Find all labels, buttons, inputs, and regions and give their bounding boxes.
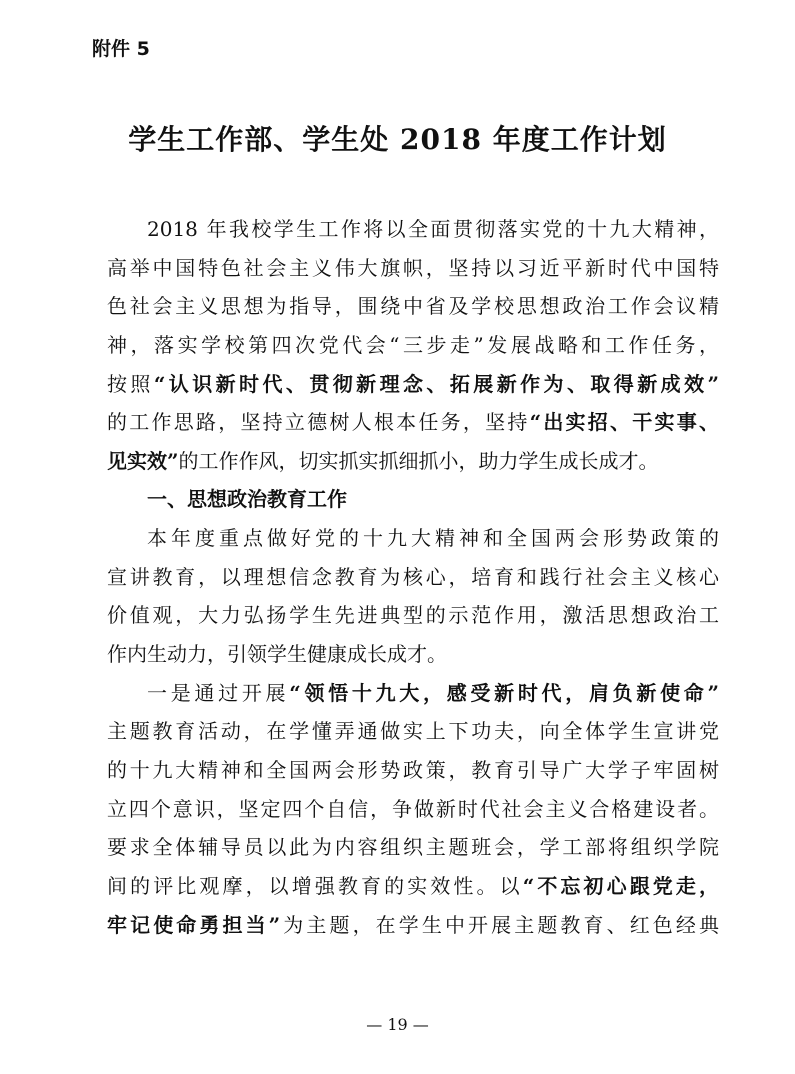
body-line: 立四个意识，坚定四个自信，争做新时代社会主义合格建设者。 [107,796,719,821]
body-line [107,674,719,713]
bold-phrase: “不忘初心跟党走， [522,873,720,898]
page-number: — 19 — [366,1015,429,1034]
bold-phrase: 牢记使命勇担当” [107,912,281,937]
body-line: 价值观，大力弘扬学生先进典型的示范作用，激活思想政治工 [107,603,719,628]
bold-phrase: 见实效” [107,448,179,473]
bold-phrase: “认识新时代、贯彻新理念、拓展新作为、取得新成效” [153,371,720,396]
bold-phrase: “出实招、干实事、 [529,410,720,435]
body-line [107,365,719,404]
document-title: 学生工作部、学生处 2018 年度工作计划 [128,123,667,156]
bold-phrase: “领悟十九大，感受新时代，肩负新使命” [289,680,719,705]
body-line [107,442,719,481]
body-text: 一是通过开展 [147,680,290,705]
body-text: 的工作思路，坚持立德树人根本任务，坚持 [107,410,530,435]
body-text: 为主题，在学生中开展主题教育、红色经典 [280,912,720,937]
body-line [107,906,719,945]
body-line: 作内生动力，引领学生健康成长成才。 [107,642,447,667]
body-line: 宣讲教育，以理想信念教育为核心，培育和践行社会主义核心 [107,564,719,589]
body-line [107,867,719,906]
body-line: 色社会主义思想为指导，围绕中省及学校思想政治工作会议精 [107,294,719,319]
body-line: 要求全体辅导员以此为内容组织主题班会，学工部将组织学院 [107,835,719,860]
body-line: 本年度重点做好党的十九大精神和全国两会形势政策的 [147,526,719,551]
section-heading: 一、思想政治教育工作 [147,487,347,512]
body-line: 高举中国特色社会主义伟大旗帜，坚持以习近平新时代中国特 [107,255,719,280]
body-line: 2018 年我校学生工作将以全面贯彻落实党的十九大精神， [147,217,719,241]
body-text: 按照 [107,371,154,396]
body-text: 间的评比观摩，以增强教育的实效性。以 [107,873,523,898]
body-line: 的十九大精神和全国两会形势政策，教育引导广大学子牢固树 [107,757,719,782]
body-line [107,403,719,442]
body-line: 主题教育活动，在学懂弄通做实上下功夫，向全体学生宣讲党 [107,719,719,744]
attachment-label: 附件 5 [92,38,150,60]
document-body [107,210,719,944]
body-text: 的工作作风，切实抓实抓细抓小，助力学生成长成才。 [178,448,659,473]
body-line: 神，落实学校第四次党代会“三步走”发展战略和工作任务， [107,332,719,357]
